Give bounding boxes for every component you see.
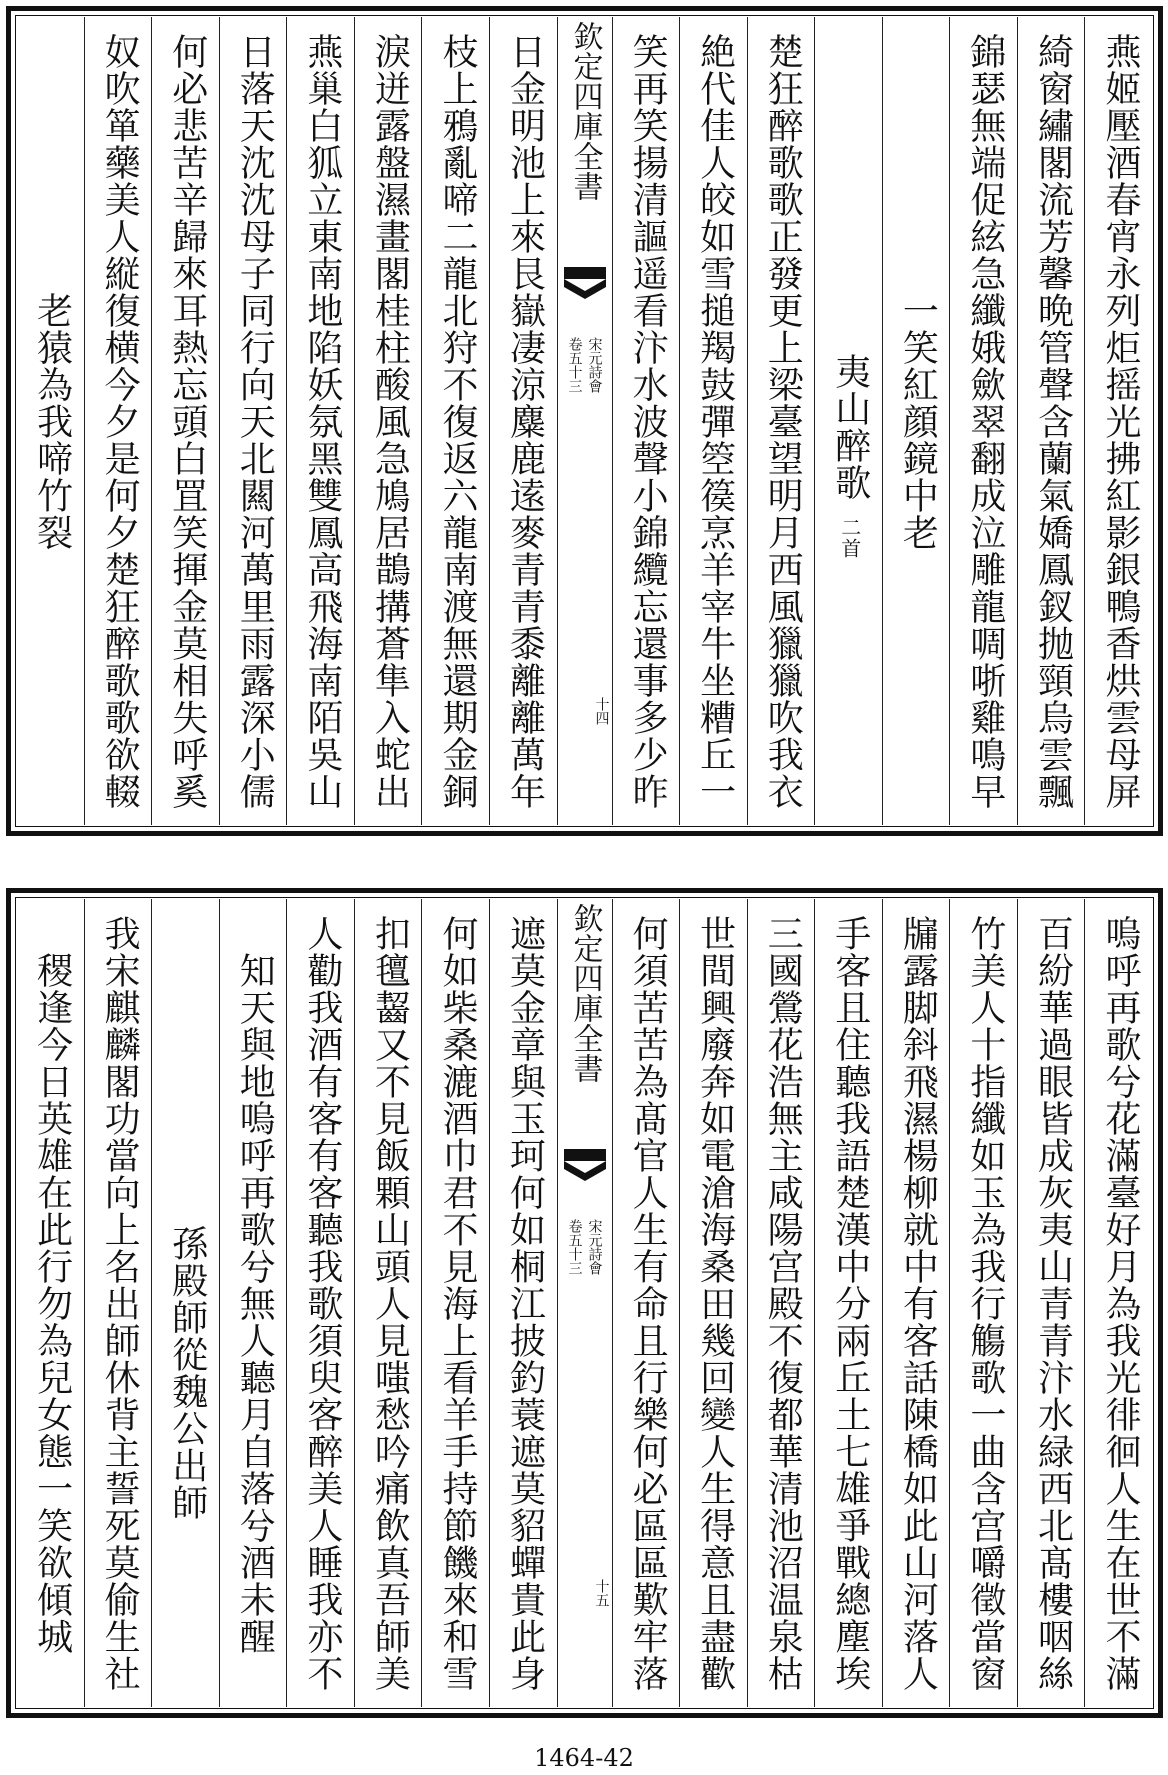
section-name: 宋元詩會	[586, 337, 603, 393]
column-text: 奴吹箪藥美人縦復横今夕是何夕楚狂醉歌歌欲輟	[99, 32, 141, 810]
text-column	[679, 17, 747, 825]
column-text: 枝上鴉亂啼二龍北狩不復返六龍南渡無還期金銅	[436, 32, 478, 810]
text-column	[1084, 17, 1152, 825]
book-margin-column	[557, 899, 612, 1707]
text-column	[747, 17, 815, 825]
column-text: 世間興廢奔如電滄海桑田幾回變人生得意且盡歡	[694, 914, 736, 1692]
bottom-page-frame	[6, 888, 1163, 1718]
column-text: 楚狂醉歌歌正發更上梁臺望明月西風獵獵吹我衣	[762, 32, 804, 810]
column-text: 絶代佳人皎如雪搥羯鼓彈箜篌烹羊宰牛坐糟丘一	[694, 32, 736, 810]
text-column	[17, 899, 84, 1707]
text-column	[1017, 17, 1085, 825]
text-column	[489, 899, 557, 1707]
text-column	[747, 899, 815, 1707]
column-text: 三國鶯花浩無主咸陽宫殿不復都華清池沼温泉枯	[762, 914, 804, 1692]
column-text: 人勸我酒有客有客聽我歌須臾客醉美人睡我亦不	[301, 914, 343, 1692]
text-column	[421, 17, 489, 825]
column-text: 知天與地嗚呼再歌兮無人聽月自落兮酒未醒	[234, 951, 276, 1655]
column-text: 日落天沈沈母子同行向天北闗河萬里雨露深小儒	[234, 32, 276, 810]
column-text: 何須苦苦為髙官人生有命且行樂何必區區歎牢落	[627, 914, 669, 1692]
poem-title-column	[814, 17, 882, 825]
text-column	[219, 899, 287, 1707]
folio-number: 十四	[593, 697, 610, 725]
column-text: 牖露脚斜飛濕楊柳就中有客話陳橋如此山河落人	[897, 914, 939, 1692]
section-volume	[558, 1219, 612, 1275]
column-text: 遮莫金章與玉珂何如桐江披釣蓑遮莫貂蟬貴此身	[504, 914, 546, 1692]
text-column	[354, 899, 422, 1707]
column-text: 何如柴桑漉酒巾君不見海上看羊手持節饑來和雪	[436, 914, 478, 1692]
volume-number: 卷五十三	[566, 1219, 583, 1275]
volume-number: 卷五十三	[566, 337, 583, 393]
text-column	[421, 899, 489, 1707]
book-margin-column	[557, 17, 612, 825]
section-name: 宋元詩會	[586, 1219, 603, 1275]
text-column	[84, 17, 152, 825]
section-volume	[558, 337, 612, 393]
column-text: 扣氊齧又不見飯顆山頭人見嗤愁吟痛飲真吾師美	[369, 914, 411, 1692]
poem-title: 孫殿師從魏公出師	[166, 1225, 208, 1521]
folio-number: 十五	[593, 1579, 610, 1607]
poem-title	[815, 97, 882, 815]
text-column	[1017, 899, 1085, 1707]
text-column	[17, 17, 84, 825]
top-page-frame	[6, 6, 1163, 836]
text-column	[286, 17, 354, 825]
column-text: 竹美人十指纖如玉為我行觴歌一曲含宫嚼徵當窗	[964, 914, 1006, 1692]
text-column	[882, 17, 950, 825]
text-column	[949, 17, 1017, 825]
text-column	[679, 899, 747, 1707]
text-column	[612, 17, 680, 825]
text-column	[1084, 899, 1152, 1707]
book-title: 欽定四庫全書	[567, 903, 603, 1083]
text-column	[84, 899, 152, 1707]
column-text: 百紛華過眼皆成灰夷山青青汴水緑西北髙樓咽絲	[1032, 914, 1074, 1692]
column-text: 一笑紅顔鏡中老	[897, 291, 939, 551]
text-column	[612, 899, 680, 1707]
fishtail-mark-icon	[564, 1149, 606, 1181]
column-text: 燕巢白狐立東南地陷妖氛黑雙鳳高飛海南陌吳山	[301, 32, 343, 810]
column-text: 燕姬壓酒春宵永列炬摇光拂紅影銀鴨香烘雲母屏	[1100, 32, 1141, 810]
column-text: 笑再笑揚清謳遥看汴水波聲小錦纜忘還事多少昨	[627, 32, 669, 810]
poem-title-text: 夷山醉歌	[829, 353, 871, 501]
column-text: 我宋麒麟閣功當向上名出師休背主誓死莫偷生社	[99, 914, 141, 1692]
column-text: 綺窗繡閣流芳馨晩管聲含蘭氣嬌鳳釵抛頸烏雲飄	[1032, 32, 1074, 810]
page-number: 1464-42	[534, 1744, 634, 1772]
text-column	[949, 899, 1017, 1707]
column-text: 稷逢今日英雄在此行勿為兒女態一笑欲傾城	[31, 951, 73, 1655]
text-column	[219, 17, 287, 825]
column-text: 嗚呼再歌兮花滿臺好月為我光徘徊人生在世不滿	[1100, 914, 1141, 1692]
poem-title-column	[151, 899, 219, 1707]
column-text: 老猿為我啼竹裂	[31, 291, 73, 551]
bottom-page-columns	[17, 899, 1152, 1707]
column-text: 淚迸露盤濕畫閣桂柱酸風急鳩居鵲搆蒼隼入蛇出	[369, 32, 411, 810]
top-page-columns	[17, 17, 1152, 825]
column-text: 何必悲苦辛歸來耳熱忘頭白罝笑揮金莫相失呼奚	[166, 32, 208, 810]
text-column	[882, 899, 950, 1707]
text-column	[354, 17, 422, 825]
poem-title-note: 二首	[837, 517, 862, 559]
text-column	[814, 899, 882, 1707]
fishtail-mark-icon	[564, 267, 606, 299]
text-column	[286, 899, 354, 1707]
text-column	[489, 17, 557, 825]
column-text: 手客且住聽我語楚漢中分兩丘土七雄爭戰總塵埃	[829, 914, 871, 1692]
book-title: 欽定四庫全書	[567, 21, 603, 201]
text-column	[151, 17, 219, 825]
column-text: 日金明池上來艮嶽凄涼麋鹿逺麥青青黍離離萬年	[504, 32, 546, 810]
column-text: 錦瑟無端促絃急纖娥歛翠翻成泣雕龍啁哳雞鳴早	[964, 32, 1006, 810]
